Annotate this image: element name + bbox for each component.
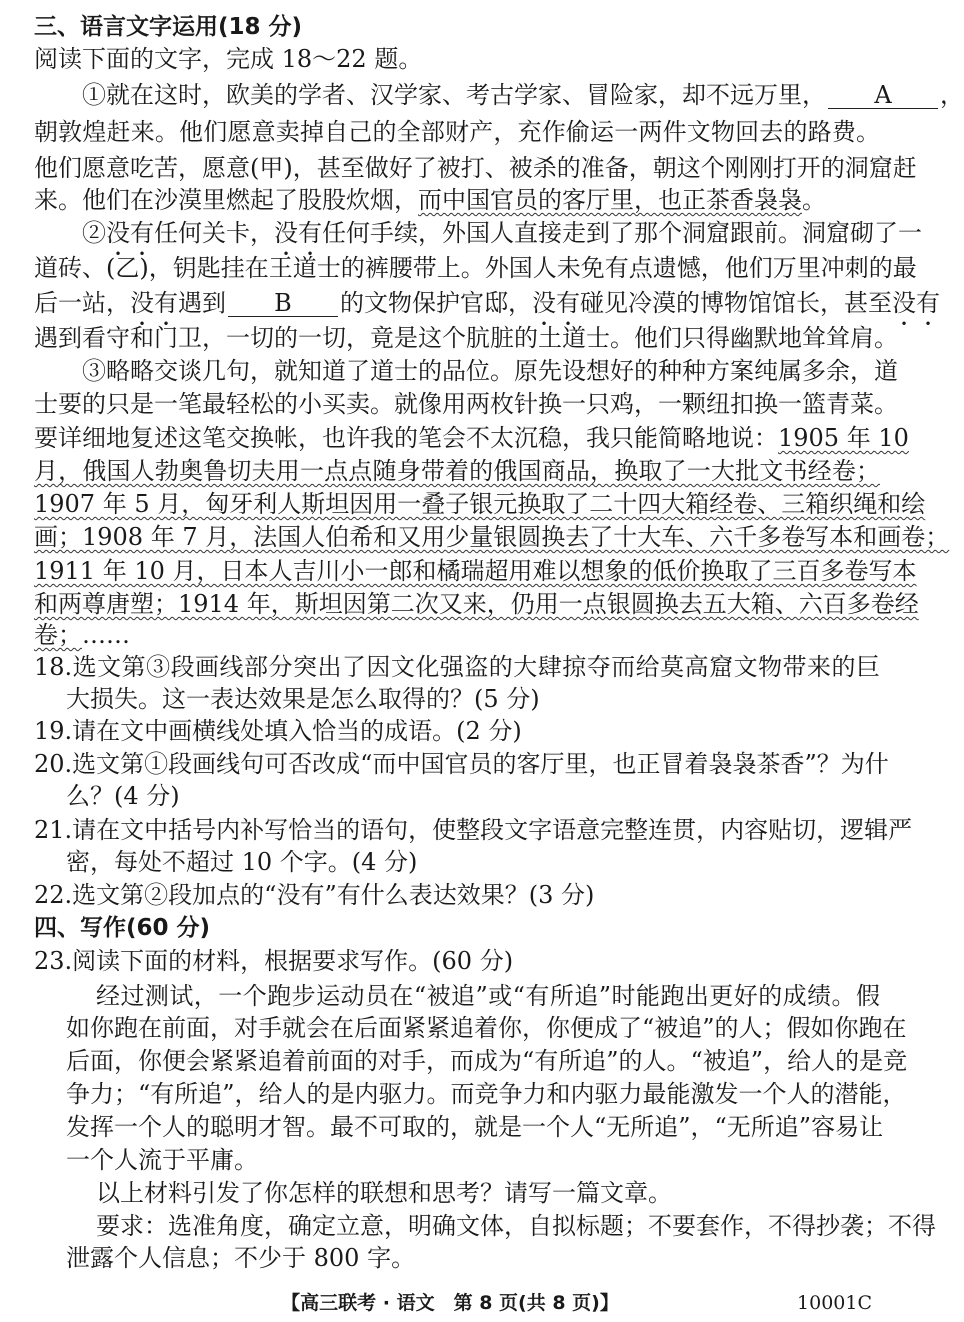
question-text: 选文第①段画线句可否改成“而中国官员的客厅里，也正冒着袅袅茶香”？为什 bbox=[72, 750, 889, 778]
para1-line4 bbox=[34, 185, 880, 215]
para1-line2: 朝敦煌赶来。他们愿意卖掉自己的全部财产，充作偷运一两件文物回去的路费。 bbox=[34, 118, 880, 146]
dotted-word: 没有 bbox=[892, 289, 940, 317]
footer-code: 10001C bbox=[797, 1292, 872, 1314]
para3-text: 要详细地复述这笔交换帐，也许我的笔会不太沉稳，我只能简略地说： bbox=[34, 424, 778, 452]
para3-line8: 和两尊唐塑；1914 年，斯坦因第二次又来，仍用一点银圆换去五大箱、六百多卷经 bbox=[34, 590, 919, 618]
question-20 bbox=[34, 749, 889, 779]
para3-line3 bbox=[34, 423, 909, 453]
material-line3: 后面，你便会紧紧追着前面的对手，而成为“有所追”的人。“被追”，给人的是竞 bbox=[66, 1047, 908, 1075]
footer-page-info: 【高三联考 · 语文 第 8 页(共 8 页)】 bbox=[281, 1292, 619, 1314]
para3-line4: 月，俄国人勃奥鲁切夫用一点点随身带着的俄国商品，换取了一大批文书经卷； bbox=[34, 457, 880, 485]
dotted-word: 没有 bbox=[532, 289, 580, 317]
wavy-underlined-text: 卷； bbox=[34, 621, 82, 649]
fill-blank-a: A bbox=[828, 82, 938, 109]
section-instruction: 阅读下面的文字，完成 18～22 题。 bbox=[34, 45, 423, 73]
dotted-word: 没有 bbox=[274, 219, 322, 247]
question-number: 22. bbox=[34, 881, 73, 909]
dotted-word: 没有 bbox=[106, 219, 154, 247]
section-heading-writing: 四、写作(60 分) bbox=[34, 915, 211, 941]
para3-line7: 1911 年 10 月，日本人吉川小一郎和橘瑞超用难以想象的低价换取了三百多卷写本 bbox=[34, 557, 917, 585]
question-number: 18. bbox=[34, 653, 73, 681]
fill-blank-b: B bbox=[228, 290, 338, 317]
question-text: 选文第②段加点的“没有”有什么表达效果？(3 分) bbox=[72, 881, 595, 909]
question-text: 请在文中括号内补写恰当的语句，使整段文字语意完整连贯，内容贴切，逻辑严 bbox=[72, 816, 913, 844]
question-text: 请在文中画横线处填入恰当的成语。(2 分) bbox=[72, 717, 522, 745]
question-20-line2: 么？(4 分) bbox=[66, 782, 180, 810]
wavy-underlined-text: 1905 年 10 bbox=[778, 424, 909, 452]
page-footer bbox=[0, 1290, 900, 1316]
para1-punct: ， bbox=[940, 81, 964, 109]
question-19 bbox=[34, 716, 880, 746]
para2-text: 后一站， bbox=[34, 289, 130, 317]
material-line1: 经过测试，一个跑步运动员在“被追”或“有所追”时能跑出更好的成绩。假 bbox=[96, 982, 880, 1010]
para1-text: 来。他们在沙漠里燃起了股股炊烟， bbox=[34, 186, 418, 214]
para2-text: 任何手续，外国人直接走到了那个洞窟跟前。洞窟砌了一 bbox=[322, 219, 922, 247]
para2-text: 遇到 bbox=[178, 289, 226, 317]
material-line5: 发挥一个人的聪明才智。最不可取的，就是一个人“无所追”，“无所追”容易让 bbox=[66, 1113, 884, 1141]
requirements-line1: 要求：选准角度，确定立意，明确文体，自拟标题；不要套作，不得抄袭；不得 bbox=[96, 1212, 936, 1240]
para3-line1: ③略略交谈几句，就知道了道士的品位。原先设想好的种种方案纯属多余，道 bbox=[82, 357, 898, 385]
para2-line2: 道砖、(乙)，钥匙挂在王道士的裤腰带上。外国人未免有点遗憾，他们万里冲刺的最 bbox=[34, 254, 917, 282]
para3-line9 bbox=[34, 620, 880, 650]
question-number: 19. bbox=[34, 717, 73, 745]
question-18 bbox=[34, 652, 880, 682]
material-line6: 一个人流于平庸。 bbox=[66, 1146, 258, 1174]
question-number: 20. bbox=[34, 750, 73, 778]
para3-line6: 画；1908 年 7 月，法国人伯希和又用少量银圆换去了十大车、六千多卷写本和画卷； bbox=[34, 523, 950, 551]
para2-text: ② bbox=[82, 219, 106, 247]
para2-text: 的文物保护官邸， bbox=[340, 289, 532, 317]
question-22 bbox=[34, 880, 880, 910]
para3-line5: 1907 年 5 月，匈牙利人斯坦因用一叠子银元换取了二十四大箱经卷、三箱织绳和绘 bbox=[34, 490, 926, 518]
question-text: 选文第③段画线部分突出了因文化强盗的大肆掠夺而给莫高窟文物带来的巨 bbox=[72, 653, 880, 681]
requirements-line2: 泄露个人信息；不少于 800 字。 bbox=[66, 1244, 416, 1272]
question-21-line2: 密，每处不超过 10 个字。(4 分) bbox=[66, 848, 418, 876]
question-23 bbox=[34, 946, 880, 976]
section-heading-language: 三、语言文字运用(18 分) bbox=[34, 14, 303, 40]
material-line4: 争力；“有所追”，给人的是内驱力。而竞争力和内驱力最能激发一个人的潜能， bbox=[66, 1080, 907, 1108]
para1-text: ①就在这时，欧美的学者、汉学家、考古学家、冒险家，却不远万里， bbox=[82, 81, 826, 109]
ellipsis: …… bbox=[82, 621, 130, 649]
para1-punct: 。 bbox=[802, 186, 826, 214]
question-number: 23. bbox=[34, 947, 73, 975]
question-number: 21. bbox=[34, 816, 73, 844]
para1-line1 bbox=[82, 80, 964, 110]
question-21 bbox=[34, 815, 913, 845]
question-18-line2: 大损失。这一表达效果是怎么取得的？(5 分) bbox=[66, 685, 540, 713]
material-line2: 如你跑在前面，对手就会在后面紧紧追着你，你便成了“被追”的人；假如你跑在 bbox=[66, 1014, 907, 1042]
underlined-sentence: 而中国官员的客厅里，也正茶香袅袅 bbox=[418, 186, 802, 214]
dotted-word: 没有 bbox=[130, 289, 178, 317]
question-text: 阅读下面的材料，根据要求写作。(60 分) bbox=[72, 947, 514, 975]
writing-prompt: 以上材料引发了你怎样的联想和思考？请写一篇文章。 bbox=[96, 1179, 672, 1207]
para2-text: 碰见冷漠的博物馆馆长，甚至 bbox=[580, 289, 892, 317]
para2-text: 任何关卡， bbox=[154, 219, 274, 247]
para3-line2: 士要的只是一笔最轻松的小买卖。就像用两枚针换一只鸡，一颗纽扣换一篮青菜。 bbox=[34, 390, 898, 418]
para1-line3: 他们愿意吃苦，愿意(甲)，甚至做好了被打、被杀的准备，朝这个刚刚打开的洞窟赶 bbox=[34, 154, 917, 182]
para2-line4: 遇到看守和门卫，一切的一切，竟是这个肮脏的土道士。他们只得幽默地耸耸肩。 bbox=[34, 324, 898, 352]
